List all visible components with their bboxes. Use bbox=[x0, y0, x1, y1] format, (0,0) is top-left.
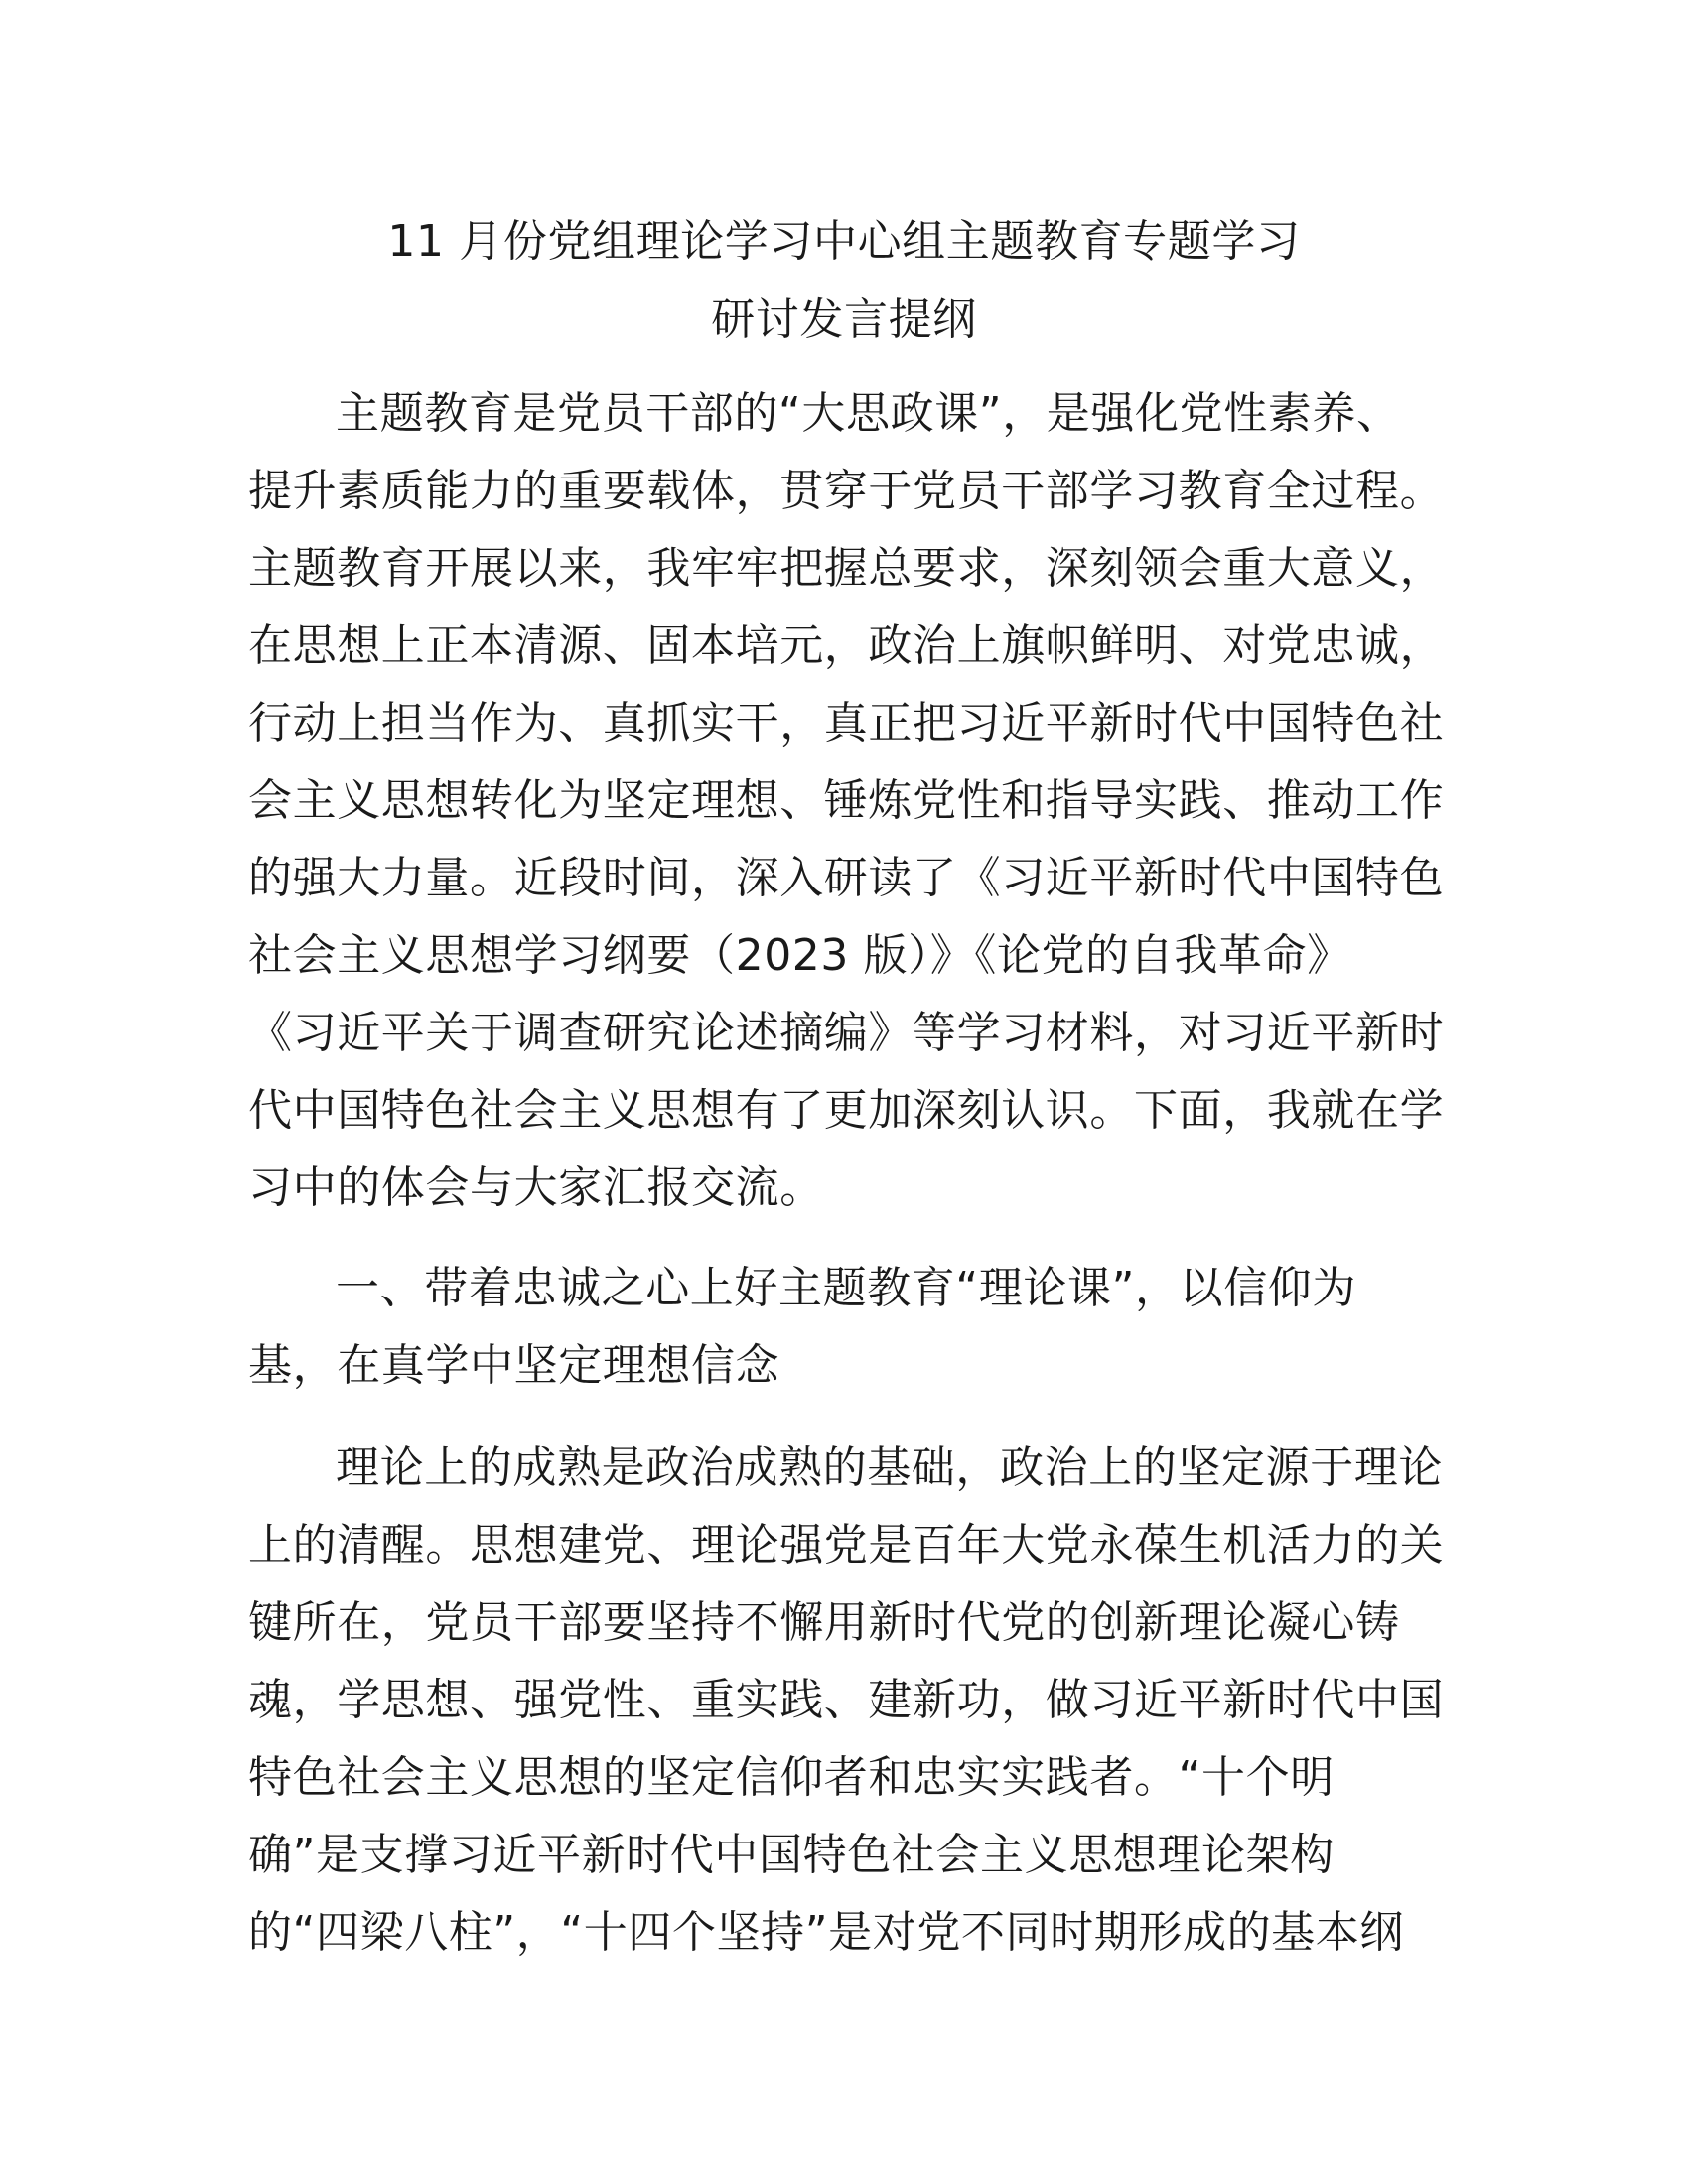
paragraph-line: 的强大力量。近段时间，深入研读了《习近平新时代中国特色 bbox=[248, 853, 1445, 903]
paragraph-line: 提升素质能力的重要载体，贯穿于党员干部学习教育全过程。 bbox=[248, 466, 1445, 516]
paragraph-line: 行动上担当作为、真抓实干，真正把习近平新时代中国特色社 bbox=[248, 698, 1445, 749]
paragraph-intro bbox=[248, 375, 1445, 1227]
paragraph-section-1 bbox=[248, 1430, 1445, 1972]
paragraph-line: 键所在，党员干部要坚持不懈用新时代党的创新理论凝心铸 bbox=[248, 1597, 1400, 1648]
paragraph-line: 理论上的成熟是政治成熟的基础，政治上的坚定源于理论 bbox=[336, 1442, 1443, 1493]
paragraph-line: 习中的体会与大家汇报交流。 bbox=[248, 1162, 824, 1213]
paragraph-line: 上的清醒。思想建党、理论强党是百年大党永葆生机活力的关 bbox=[248, 1520, 1445, 1570]
paragraph-line: 特色社会主义思想的坚定信仰者和忠实实践者。“十个明 bbox=[248, 1752, 1335, 1803]
paragraph-line: 代中国特色社会主义思想有了更加深刻认识。下面，我就在学 bbox=[248, 1085, 1445, 1136]
paragraph-line: 社会主义思想学习纲要（2023 版）》《论党的自我革命》 bbox=[248, 930, 1351, 981]
paragraph-line: 《习近平关于调查研究论述摘编》等学习材料，对习近平新时 bbox=[248, 1008, 1445, 1058]
paragraph-line: 会主义思想转化为坚定理想、锤炼党性和指导实践、推动工作 bbox=[248, 775, 1445, 826]
section-heading-1 bbox=[248, 1250, 1440, 1405]
paragraph-line: 主题教育是党员干部的“大思政课”，是强化党性素养、 bbox=[336, 388, 1401, 439]
paragraph-line: 魂，学思想、强党性、重实践、建新功，做习近平新时代中国 bbox=[248, 1675, 1445, 1725]
title-line: 11 月份党组理论学习中心组主题教育专题学习 bbox=[387, 216, 1301, 267]
document-title bbox=[248, 204, 1440, 358]
heading-line: 基，在真学中坚定理想信念 bbox=[248, 1340, 780, 1391]
paragraph-line: 主题教育开展以来，我牢牢把握总要求，深刻领会重大意义， bbox=[248, 543, 1445, 594]
heading-line: 一、带着忠诚之心上好主题教育“理论课”，以信仰为 bbox=[336, 1263, 1356, 1313]
title-line: 研讨发言提纲 bbox=[711, 294, 977, 344]
paragraph-line: 的“四梁八柱”，“十四个坚持”是对党不同时期形成的基本纲 bbox=[248, 1907, 1404, 1958]
paragraph-line: 确”是支撑习近平新时代中国特色社会主义思想理论架构 bbox=[248, 1830, 1335, 1880]
paragraph-line: 在思想上正本清源、固本培元，政治上旗帜鲜明、对党忠诚， bbox=[248, 620, 1445, 671]
